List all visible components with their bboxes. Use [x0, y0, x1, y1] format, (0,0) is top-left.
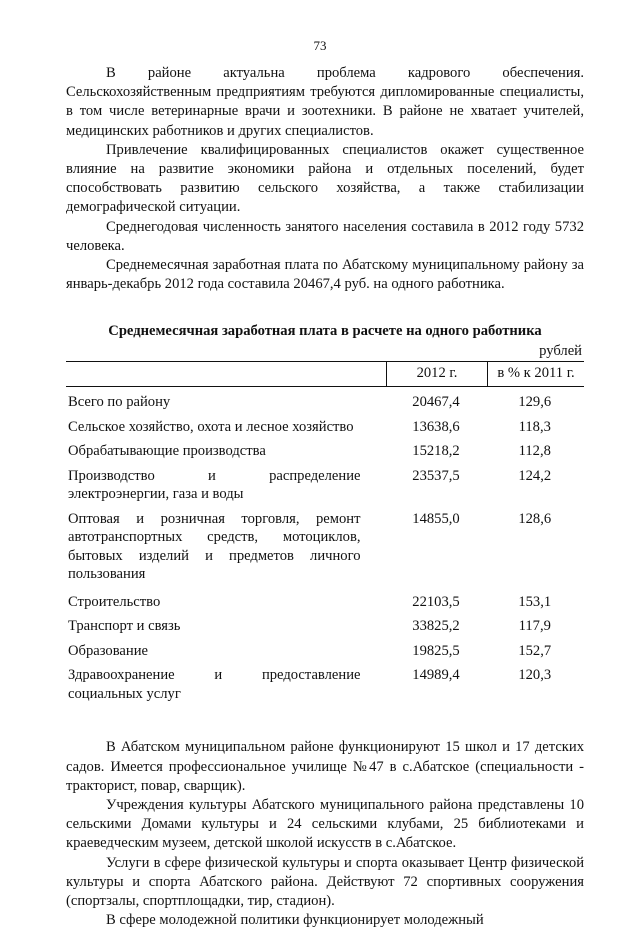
row-value: 14855,0 — [412, 510, 460, 527]
section-after-table — [66, 738, 584, 930]
paragraph: В сфере молодежной политики функционирует молодежный — [106, 912, 484, 929]
row-label: Производство и распределение электроэнергии, газа и воды — [68, 467, 361, 503]
row-value: 23537,5 — [412, 467, 460, 484]
paragraph: В Абатском муниципальном районе функционируют 15 школ и 17 детских садов. Имеется профессиональное училище №47 в с.Абатское (специальности - тракторист, повар, сварщик). — [66, 739, 584, 794]
paragraph: Среднемесячная заработная плата по Абатскому муниципальному району за январь-декабрь 2012 года составила 20467,4 руб. на одного работника. — [66, 257, 584, 293]
wage-table — [66, 361, 584, 707]
row-label: Оптовая и розничная торговля, ремонт автотранспортных средств, мотоциклов, бытовых изделий и предметов личного пользования — [68, 510, 361, 583]
row-pct: 118,3 — [518, 418, 551, 435]
document-body — [66, 64, 584, 930]
row-value: 20467,4 — [412, 394, 460, 411]
row-value: 33825,2 — [412, 618, 460, 635]
row-pct: 129,6 — [518, 394, 552, 411]
table-unit: рублей — [539, 342, 582, 359]
table-row — [66, 415, 584, 440]
row-pct: 128,6 — [518, 510, 552, 527]
row-pct: 124,2 — [518, 467, 552, 484]
row-pct: 120,3 — [518, 667, 552, 684]
table-row — [66, 663, 584, 706]
table-row — [66, 614, 584, 639]
table-row — [66, 507, 584, 587]
table-row — [66, 464, 584, 507]
table-header-label — [66, 361, 387, 387]
row-value: 13638,6 — [412, 418, 460, 435]
row-pct: 117,9 — [518, 618, 551, 635]
table-row — [66, 639, 584, 664]
table-header-year: 2012 г. — [387, 361, 488, 387]
row-label: Всего по району — [68, 394, 171, 411]
paragraph: Услуги в сфере физической культуры и спорта оказывает Центр физической культуры и спорта Абатского района. Действуют 72 спортивных сооружения (спортзалы, спортплощадки, тир, стадион). — [66, 854, 584, 909]
row-label: Строительство — [68, 593, 161, 610]
table-header-row — [66, 361, 584, 387]
table-row — [66, 387, 584, 415]
row-label: Обрабатывающие производства — [68, 443, 266, 460]
row-pct: 153,1 — [518, 593, 552, 610]
row-value: 19825,5 — [412, 642, 460, 659]
table-row — [66, 587, 584, 615]
page-number: 73 — [313, 38, 327, 53]
row-value: 22103,5 — [412, 593, 460, 610]
paragraph: Среднегодовая численность занятого населения составила в 2012 году 5732 человека. — [66, 218, 584, 254]
paragraph: Учреждения культуры Абатского муниципального района представлены 10 сельскими Домами культуры и 24 сельскими клубами, 25 библиотеками и краеведческим музеем, детской школой искусств в с.Абатское. — [66, 796, 584, 852]
row-label: Транспорт и связь — [68, 618, 181, 635]
table-row — [66, 439, 584, 464]
paragraph: В районе актуальна проблема кадрового обеспечения. Сельскохозяйственным предприятиям требуются дипломированные специалисты, в том числе ветеринарные врачи и зоотехники. В районе не хватает учителей, медицинских работников и других специалистов. — [66, 65, 584, 139]
table-title: Среднемесячная заработная плата в расчете на одного работника — [108, 323, 542, 340]
row-label: Здравоохранение и предоставление социальных услуг — [68, 667, 361, 702]
row-value: 15218,2 — [412, 443, 460, 460]
row-label: Сельское хозяйство, охота и лесное хозяйство — [68, 418, 354, 435]
paragraph: Привлечение квалифицированных специалистов окажет существенное влияние на развитие экономики района и отдельных поселений, будет способствовать развитию сельского хозяйства, а также стабилизации демографической ситуации. — [66, 141, 584, 216]
table-header-pct: в % к 2011 г. — [488, 361, 585, 387]
row-pct: 112,8 — [518, 443, 551, 460]
row-value: 14989,4 — [412, 667, 460, 684]
row-label: Образование — [68, 642, 148, 659]
row-pct: 152,7 — [518, 642, 552, 659]
